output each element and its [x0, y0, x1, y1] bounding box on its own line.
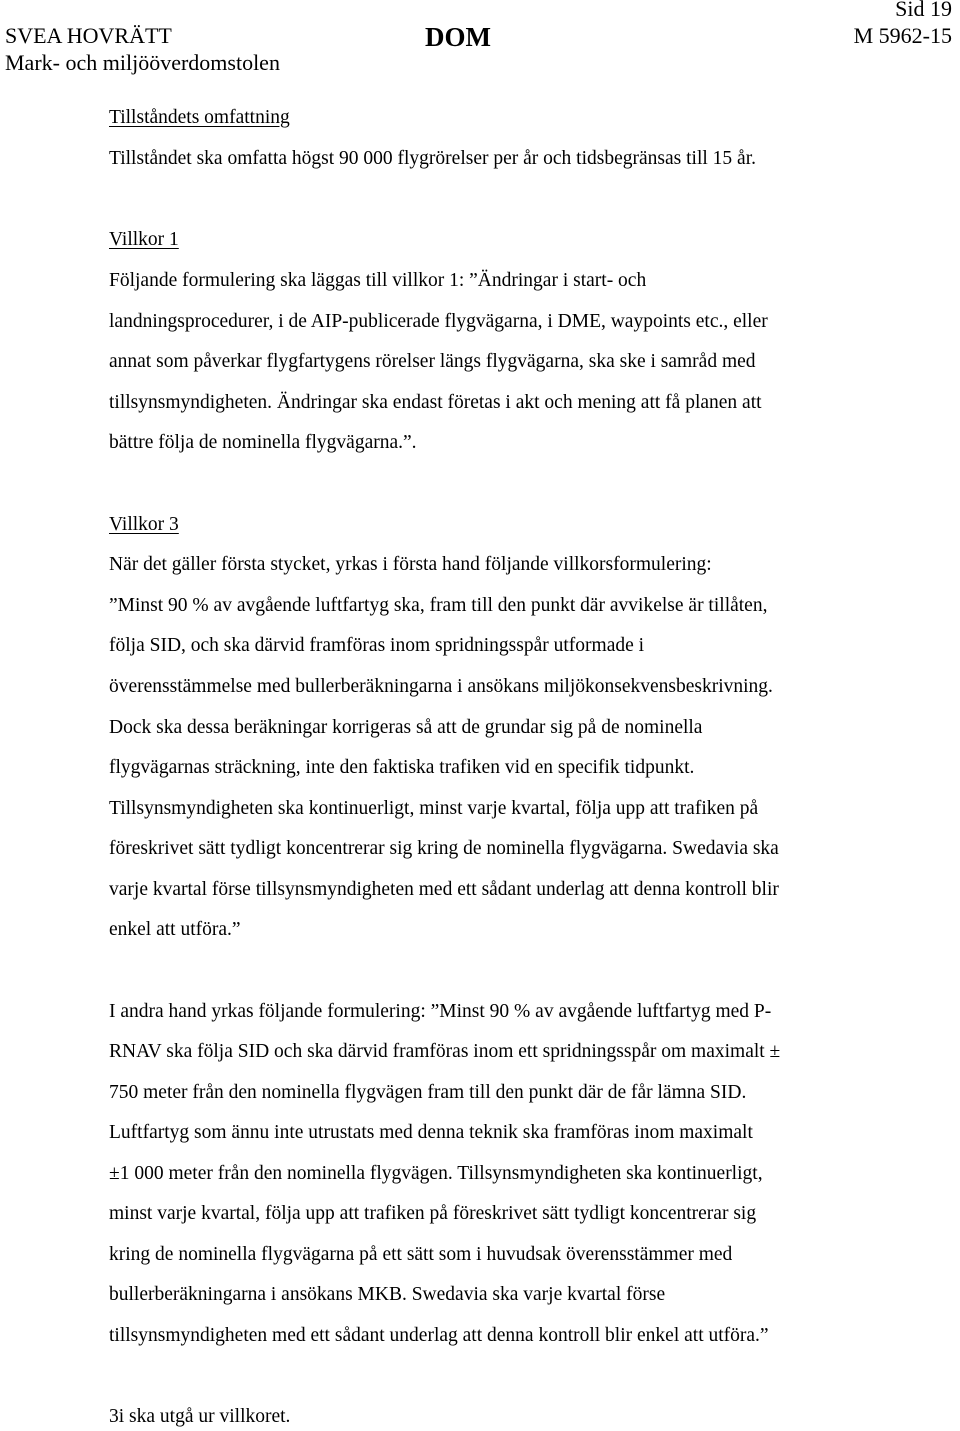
section-heading-villkor3: Villkor 3	[109, 514, 179, 535]
villkor1-line: bättre följa de nominella flygvägarna.”.	[109, 432, 417, 453]
villkor3-alt-line: tillsynsmyndigheten med ett sådant underlag att denna kontroll blir enkel att utföra.”	[109, 1325, 769, 1346]
villkor3-line: överensstämmelse med bullerberäkningarna i ansökans miljökonsekvensbeskrivning.	[109, 676, 773, 697]
villkor1-line: tillsynsmyndigheten. Ändringar ska endast företas i akt och mening att få planen att	[109, 392, 762, 413]
villkor3-line: enkel att utföra.”	[109, 919, 241, 940]
villkor3-line: ”Minst 90 % av avgående luftfartyg ska, fram till den punkt där avvikelse är tillåten,	[109, 595, 768, 616]
villkor3-alt-line: ±1 000 meter från den nominella flygvägen. Tillsynsmyndigheten ska kontinuerligt,	[109, 1163, 763, 1184]
section-heading-villkor1: Villkor 1	[109, 229, 179, 250]
villkor3-alt-line: I andra hand yrkas följande formulering: ”Minst 90 % av avgående luftfartyg med P-	[109, 1001, 772, 1022]
villkor3-line: varje kvartal förse tillsynsmyndigheten med ett sådant underlag att denna kontroll blir	[109, 879, 779, 900]
case-number: M 5962-15	[853, 23, 952, 48]
villkor3-line: Dock ska dessa beräkningar korrigeras så att de grundar sig på de nominella	[109, 717, 703, 738]
villkor3-alt-line: bullerberäkningarna i ansökans MKB. Swedavia ska varje kvartal förse	[109, 1284, 666, 1305]
villkor3-alt-line: minst varje kvartal, följa upp att trafiken på föreskrivet sätt tydligt koncentrerar sig	[109, 1203, 757, 1224]
villkor3-alt-line: Luftfartyg som ännu inte utrustats med denna teknik ska framföras inom maximalt	[109, 1122, 753, 1143]
villkor3-line: följa SID, och ska därvid framföras inom spridningsspår utformade i	[109, 635, 645, 656]
court-division: Mark- och miljööverdomstolen	[5, 50, 280, 75]
villkor3-alt-line: 750 meter från den nominella flygvägen fram till den punkt där de får lämna SID.	[109, 1082, 747, 1103]
villkor1-line: Följande formulering ska läggas till villkor 1: ”Ändringar i start- och	[109, 270, 647, 291]
villkor3-line: Tillsynsmyndigheten ska kontinuerligt, minst varje kvartal, följa upp att trafiken på	[109, 798, 759, 819]
villkor3-alt-line: RNAV ska följa SID och ska därvid framföras inom ett spridningsspår om maximalt ±	[109, 1041, 781, 1062]
villkor3-line: När det gäller första stycket, yrkas i första hand följande villkorsformulering:	[109, 554, 712, 575]
page-number: Sid 19	[895, 0, 952, 21]
document-type: DOM	[425, 22, 491, 52]
villkor1-line: landningsprocedurer, i de AIP-publicerade flygvägarna, i DME, waypoints etc., eller	[109, 311, 768, 332]
section-heading-tillstand: Tillståndets omfattning	[109, 107, 290, 128]
tillstand-line: Tillståndet ska omfatta högst 90 000 flygrörelser per år och tidsbegränsas till 15 år.	[109, 148, 756, 169]
villkor1-line: annat som påverkar flygfartygens rörelser längs flygvägarna, ska ske i samråd med	[109, 351, 756, 372]
villkor3-final-line: 3i ska utgå ur villkoret.	[109, 1406, 291, 1427]
villkor3-line: flygvägarnas sträckning, inte den faktiska trafiken vid en specifik tidpunkt.	[109, 757, 695, 778]
villkor3-line: föreskrivet sätt tydligt koncentrerar sig kring de nominella flygvägarna. Swedavia ska	[109, 838, 779, 859]
villkor3-alt-line: kring de nominella flygvägarna på ett sätt som i huvudsak överensstämmer med	[109, 1244, 733, 1265]
court-name: SVEA HOVRÄTT	[5, 23, 172, 48]
